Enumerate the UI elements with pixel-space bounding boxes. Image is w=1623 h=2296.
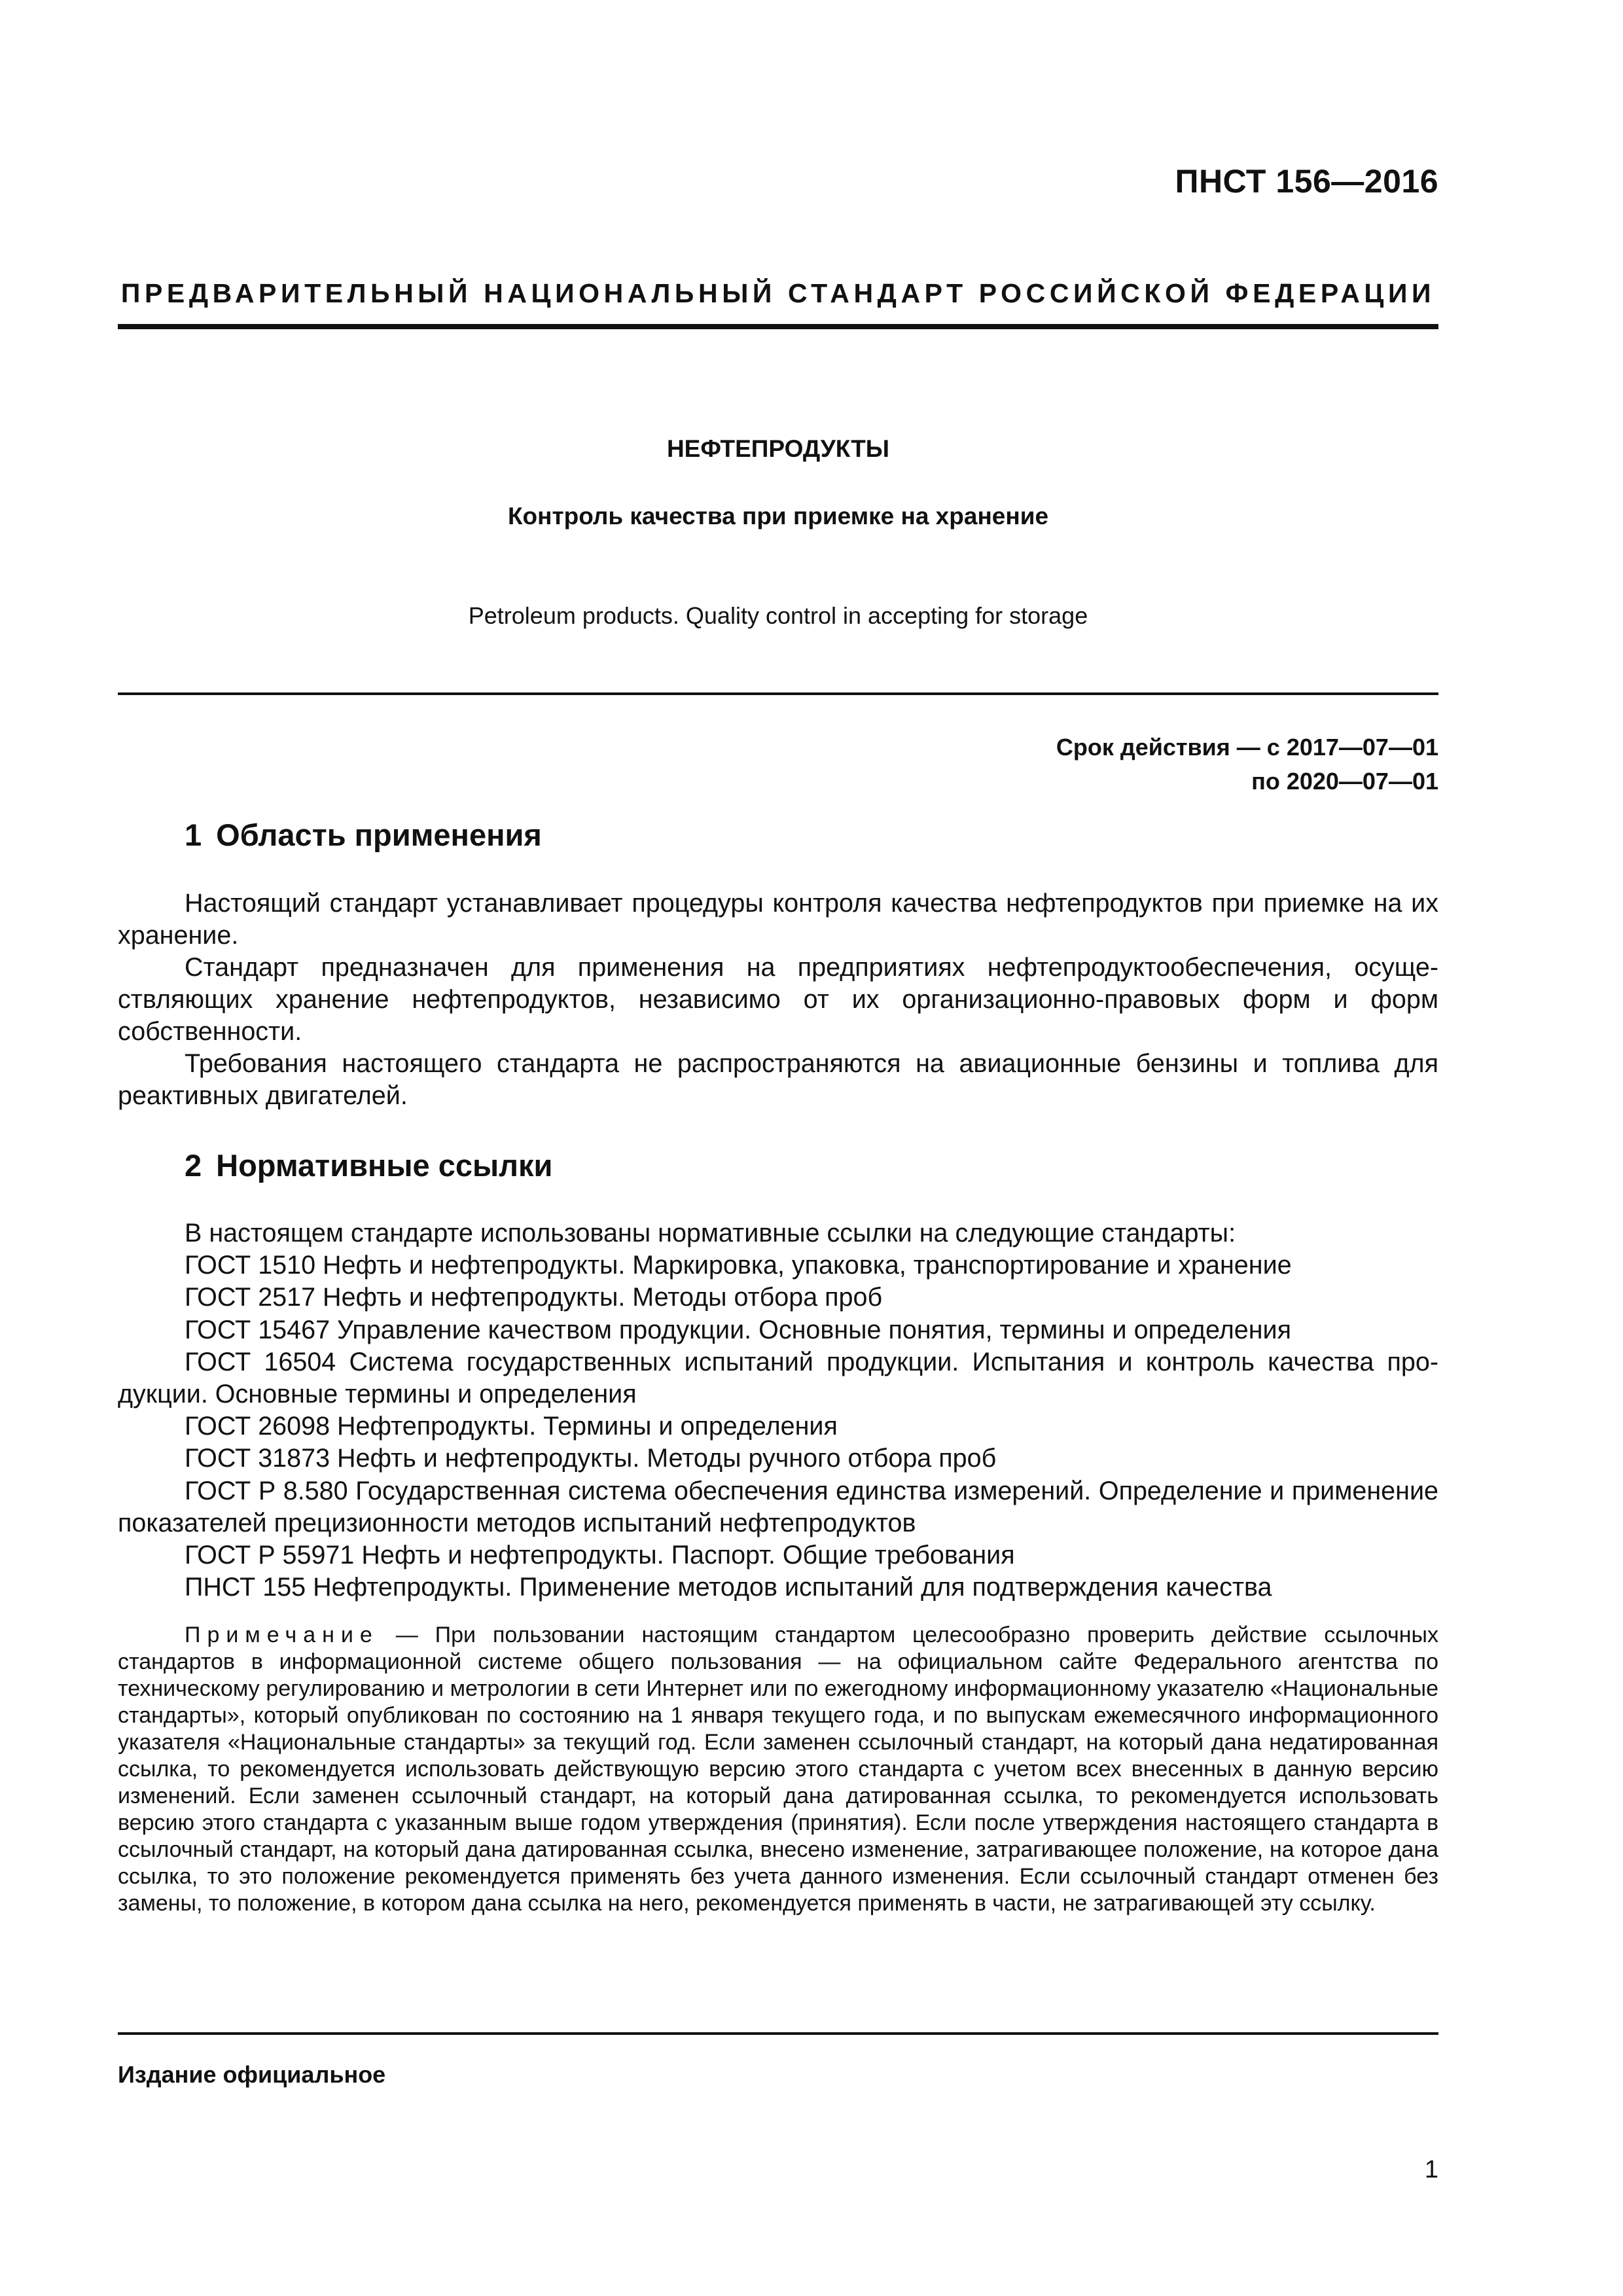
references-list <box>118 1217 1438 1604</box>
standard-type-heading: ПРЕДВАРИТЕЛЬНЫЙ НАЦИОНАЛЬНЫЙ СТАНДАРТ РОССИЙСКОЙ ФЕДЕРАЦИИ <box>120 278 1436 308</box>
header-divider <box>118 324 1438 329</box>
title-divider <box>118 692 1438 695</box>
reference-item: ПНСТ 155 Нефтепродукты. Применение методов испытаний для подтверждения качества <box>185 1573 1272 1602</box>
reference-item: ГОСТ 2517 Нефть и нефтепродукты. Методы отбора проб <box>185 1283 883 1312</box>
section-number: 1 <box>185 817 202 852</box>
reference-item: ГОСТ 31873 Нефть и нефтепродукты. Методы ручного отбора проб <box>185 1444 997 1473</box>
validity-start: Срок действия — с 2017—07—01 <box>1056 734 1438 761</box>
paragraph: Настоящий стандарт устанавливает процедуры контроля качества нефтепродуктов при приемке на их хранение. <box>118 889 1438 950</box>
references-intro: В настоящем стандарте использованы нормативные ссылки на следующие стандарты: <box>185 1219 1236 1247</box>
standard-designation: ПНСТ 156—2016 <box>1175 163 1438 200</box>
section-title: Область применения <box>216 817 542 852</box>
reference-item: ГОСТ 16504 Система государственных испытаний продукции. Испытания и контроль качества продукции. Основные термины и определения <box>118 1347 1438 1409</box>
paragraph: Стандарт предназначен для применения на предприятиях нефтепродуктообеспечения, осуществляющих хранение нефтепродуктов, независимо от их организационно-правовых форм и форм собственности. <box>118 953 1438 1046</box>
reference-item: ГОСТ 26098 Нефтепродукты. Термины и определения <box>185 1412 838 1441</box>
document-english-title: Petroleum products. Quality control in accepting for storage <box>468 602 1088 629</box>
section-title: Нормативные ссылки <box>216 1148 553 1183</box>
validity-period <box>1056 730 1438 798</box>
references-note <box>118 1622 1438 1917</box>
validity-end: по 2020—07—01 <box>1251 768 1438 795</box>
section-2-heading <box>185 1147 552 1183</box>
paragraph: Требования настоящего стандарта не распространяются на авиационные бензины и топлива для реактивных двигателей. <box>118 1049 1438 1110</box>
footer-divider <box>118 2032 1438 2035</box>
page-number: 1 <box>1424 2156 1438 2183</box>
document-title: НЕФТЕПРОДУКТЫ <box>666 435 890 462</box>
section-1-heading <box>185 817 542 853</box>
note-text: — При пользовании настоящим стандартом целесообразно проверить действие ссылочных стандартов в информационной системе общего пользования — на официальном сайте Федерального агентства по техническому регулированию и метрологии в сети Интернет или по ежегодному информационному указателю «Национальные стандарты», который опубликован по состоянию на 1 января текущего года, и по выпускам ежемесячного информационного указателя «Национальные стандарты» за текущий год. Если заменен ссылочный стандарт, на который дана недатированная ссылка, то рекомендуется использовать действующую версию этого стандарта с учетом всех внесенных в данную версию изменений. Если заменен ссылочный стандарт, на который дана датированная ссылка, то рекомендуется использовать версию этого стандарта с указанным выше годом утверждения (принятия). Если после утверждения настоящего стандарта в ссылочный стандарт, на который дана датированная ссылка, внесено изменение, затрагивающее положение, на которое дана ссылка, то это положение рекомендуется применять без учета данного изменения. Если ссылочный стандарт отменен без замены, то положение, в котором дана ссылка на него, рекомендуется применять в части, не затрагивающей эту ссылку. <box>118 1623 1438 1916</box>
section-1-body <box>118 888 1438 1112</box>
reference-item: ГОСТ 15467 Управление качеством продукции. Основные понятия, термины и определения <box>185 1315 1291 1344</box>
reference-item: ГОСТ Р 8.580 Государственная система обеспечения единства измерений. Определение и применение показателей прецизионности методов испытаний нефтепродуктов <box>118 1476 1438 1537</box>
section-number: 2 <box>185 1148 202 1183</box>
reference-item: ГОСТ 1510 Нефть и нефтепродукты. Маркировка, упаковка, транспортирование и хранение <box>185 1251 1292 1280</box>
document-subtitle: Контроль качества при приемке на хранение <box>507 503 1049 529</box>
note-label: Примечание <box>185 1623 379 1647</box>
official-edition-label: Издание официальное <box>118 2061 386 2088</box>
reference-item: ГОСТ Р 55971 Нефть и нефтепродукты. Паспорт. Общие требования <box>185 1541 1015 1570</box>
